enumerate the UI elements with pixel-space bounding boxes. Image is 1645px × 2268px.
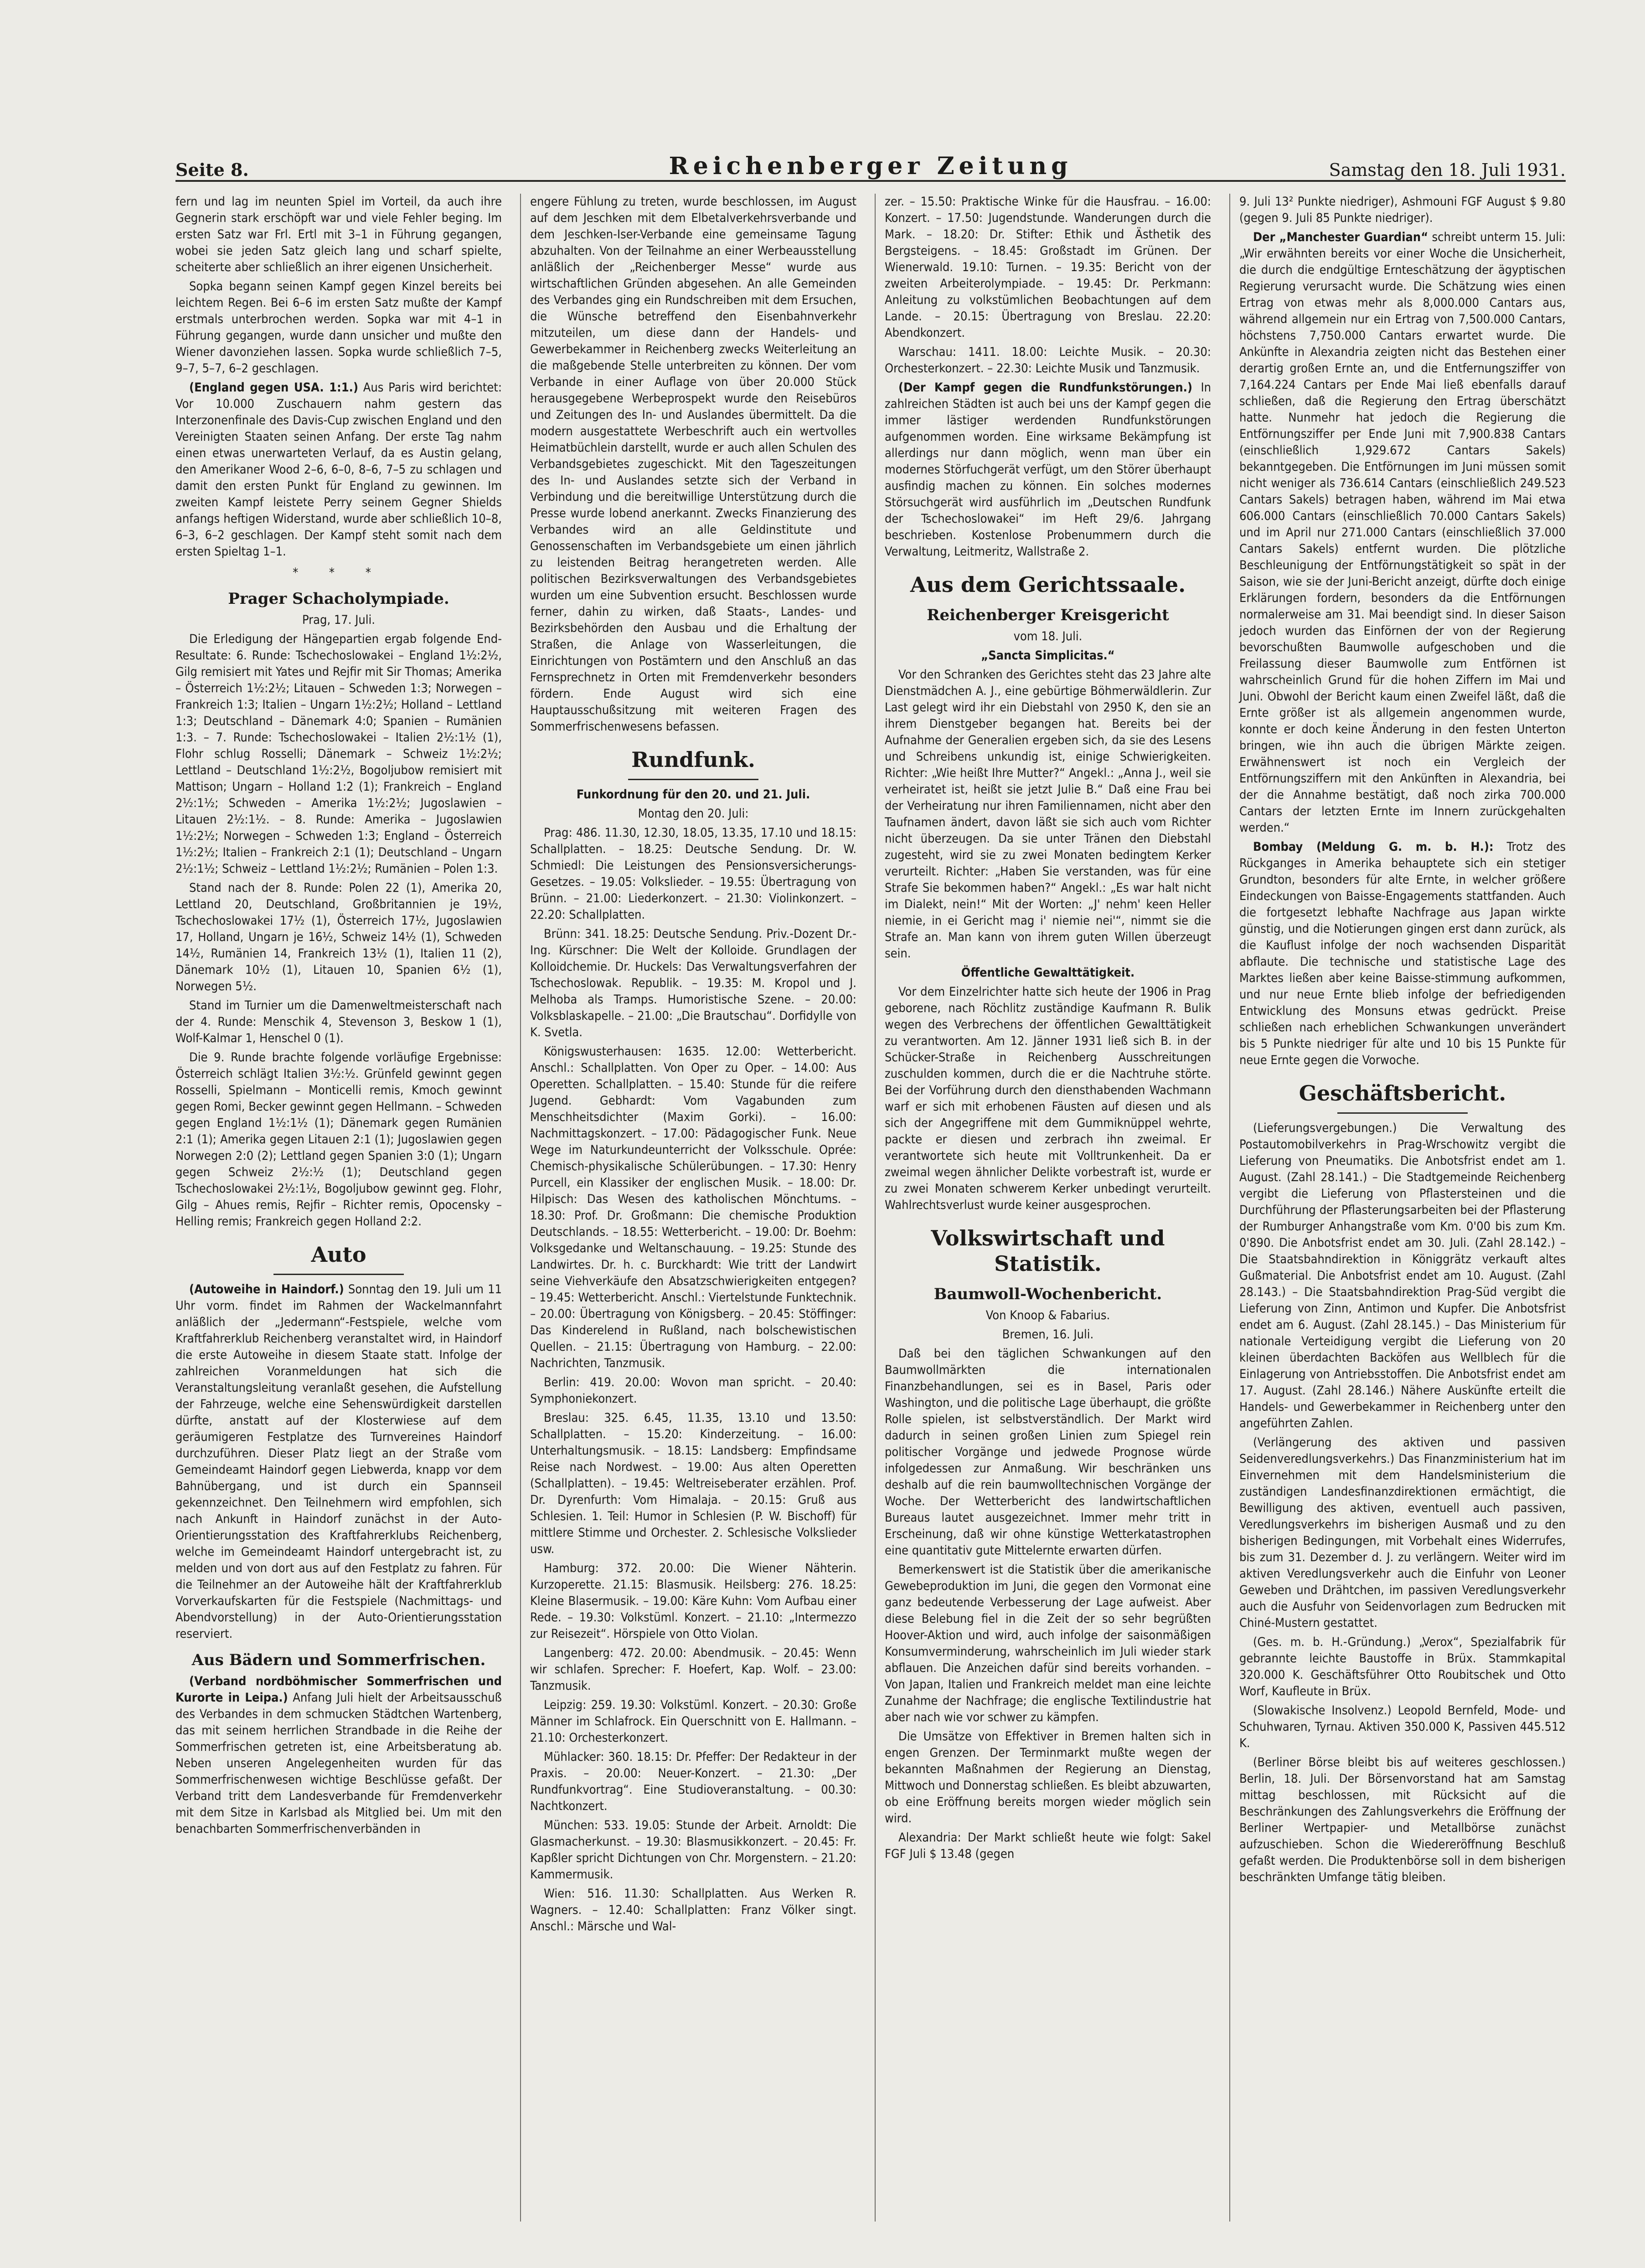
tennis-paragraph: Sopka begann seinen Kampf gegen Kinzel bereits bei leichtem Regen. Bei 6–6 im ersten Satz mußte der Kampf erstmals unterbrochen werden. Sopka war mit 4–1 in Führung gegangen, wurde dann unsicher und mußte den Wiener davonziehen lassen. Sopka wurde schließlich 7–5, 9–7, 5–7, 6–2 geschlagen. — [175, 279, 502, 375]
column-3 — [875, 194, 1211, 2222]
case-title: Öffentliche Gewalttätigkeit. — [961, 966, 1135, 980]
page-header — [175, 153, 1566, 182]
business-paragraph: (Verlängerung des aktiven und passiven Seidenveredlungsverkehrs.) Das Finanzministerium hat im Einvernehmen mit dem Handelsministerium die zuständigen Landesfinanzdirektionen ermächtigt, die Bewilligung des aktiven, eventuell auch passiven, Veredlungsverkehrs im bisherigen Ausmaß und zu den bisherigen Bedingungen, mit Vorbehalt eines Widerrufes, bis zum 31. Dezember d. J. zu verlängern. Weiter wird im aktiven Veredlungsverkehr auch die Einfuhr von Leoner Geweben und Drähtchen, im passiven Veredlungsverkehr auch die Ausfuhr von Seidenvorlagen zum Bedrucken mit Chiné-Mustern gestattet. — [1239, 1435, 1566, 1630]
market-paragraph: Daß bei den täglichen Schwankungen auf den Baumwollmärkten die internationalen Finanzbehandlungen, sei es in Basel, Paris oder Washington, und die politische Lage überhaupt, die größte Rolle spielen, ist selbstverständlich. Der Markt wird dadurch in seinen großen Linien zum Spiegel rein politischer Vorgänge und jedwede Prognose würde infolgedessen zur Anmaßung. Wir beschränken uns deshalb auf die rein baumwolltechnischen Vorgänge der Woche. Der Wetterbericht des landwirtschaftlichen Bureaus lautet ausgezeichnet. Immer mehr tritt in Erscheinung, daß wir ohne künstige Wetterkatastrophen eine quantitativ gute Mittelernte erwarten dürfen. — [885, 1347, 1211, 1558]
program-entry: Leipzig: 259. 19.30: Volkstüml. Konzert. – 20.30: Große Männer im Schlafrock. Ein Querschnitt von E. Hallmann. – 21.10: Orchesterkonzert. — [530, 1698, 856, 1745]
program-entry: Brünn: 341. 18.25: Deutsche Sendung. Priv.-Dozent Dr.-Ing. Kürschner: Die Welt der Kolloide. Grundlagen der Kolloidchemie. Dr. Huckels: Das Verwaltungsverfahren der Tschechoslowak. Republik. – 19.35: M. Kropol und J. Melhoba als Tramps. Humoristische Szene. – 20.00: Volksblaskapelle. – 21.00: „Die Brautschau“. Dorfidylle von K. Svetla. — [530, 927, 856, 1039]
program-entry: München: 533. 19.05: Stunde der Arbeit. Arnoldt: Die Glasmacherkunst. – 19.30: Blasmusikkonzert. – 20.45: Fr. Kapßler spricht Dichtungen von Chr. Morgenstern. – 21.20: Kammermusik. — [530, 1818, 856, 1882]
program-entry: zer. – 15.50: Praktische Winke für die Hausfrau. – 16.00: Konzert. – 17.50: Jugendstunde. Wanderungen durch die Mark. – 18.20: Dr. Stifter: Ethik und Ästhetik des Bergsteigens. – 18.45: Großstadt im Grünen. Der Wienerwald. 19.10: Turnen. – 19.35: Bericht von der zweiten Arbeiterolympiade. – 19.45: Dr. Perkmann: Anleitung zu volkstümlichen Beobachtungen auf dem Lande. – 20.15: Übertragung von Breslau. 22.20: Abendkonzert. — [885, 195, 1211, 340]
paragraph-lead: (Verband nordböhmischer Sommerfrischen und Kurorte in Leipa.) — [175, 1674, 502, 1705]
chess-paragraph: Die Erledigung der Hängepartien ergab folgende End-Resultate: 6. Runde: Tschechoslowakei – England 1½:2½, Gilg remisiert mit Yates und Rejfir mit Sir Thomas; Amerika – Österreich 1½:2½; Litauen – Schweden 1:3; Norwegen – Frankreich 1:3; Italien – Ungarn 1½:2½; Holland – Lettland 1:3; Deutschland – Dänemark 4:0; Spanien – Rumänien 1:3. – 7. Runde: Tschechoslowakei – Italien 2½:1½ (1), Flohr schlug Rosselli; Dänemark – Schweiz 1½:2½; Lettland – Deutschland 1½:2½, Bogoljubow remisiert mit Mattison; Ungarn – Holland 1:2 (1); Frankreich – England 2½:1½; Schweden – Amerika 1½:2½; Jugoslawien – Litauen 2½:1½. – 8. Runde: Amerika – Jugoslawien 1½:2½; Norwegen – Schweden 1:3; England – Österreich 1½:2½; Italien – Frankreich 2:1 (1); Deutschland – Ungarn 2½:1½; Schweiz – Lettland 1½:2½; Rumänien – Polen 1:3. — [175, 632, 502, 876]
column-4 — [1229, 194, 1566, 2222]
dateline: Prag, 17. Juli. — [302, 613, 375, 627]
gericht-heading: Aus dem Gerichtssaale. — [910, 572, 1186, 597]
kreisgericht-heading: Reichenberger Kreisgericht — [927, 606, 1169, 624]
byline: Von Knoop & Fabarius. — [985, 1308, 1110, 1322]
business-paragraph: (Berliner Börse bleibt bis auf weiteres geschlossen.) Berlin, 18. Juli. Der Börsenvorstand hat am Samstag mittag beschlossen, mit Rücksicht auf die Beschränkungen des Zahlungsverkehrs die Eröffnung der Berliner Wertpapier- und Metallbörse zunächst aufzuschieben. Schon die Wiedereröffnung Beschluß gefaßt werden. Die Produktenbörse soll in dem bisherigen beschränkten Umfange tätig bleiben. — [1239, 1755, 1566, 1884]
court-paragraph: Vor den Schranken des Gerichtes steht das 23 Jahre alte Dienstmädchen A. J., eine gebürtige Böhmerwäldlerin. Zur Last gelegt wird ihr ein Diebstahl von 2950 K, den sie an ihrem Dienstgeber begangen hat. Bereits bei der Aufnahme der Generalien ergeben sich, da sie des Lesens und Schreibens unkundig ist, einige Schwierigkeiten. Richter: „Wie heißt Ihre Mutter?“ Angekl.: „Anna J., weil sie verheiratet ist, heißt sie jetzt Julie B.“ Daß eine Frau bei der Verheiratung nur ihren Familiennamen, nicht aber den Taufnamen ändert, davon läßt sie sich auch vom Richter nicht überzeugen. Da sie unter Tränen den Diebstahl zugesteht, wird sie zu zwei Monaten bedingtem Kerker verurteilt. Richter: „Haben Sie verstanden, was für eine Strafe Sie bekommen haben?“ Angekl.: „Es war halt nicht im Dialekt, nein!“ Mit der Worten: „J' nehm' keen Heller niemie, in ei Gericht mag i' niemie nei'“, nimmt sie die Strafe an. Man kann von ihrem guten Willen überzeugt sein. — [885, 668, 1211, 961]
program-entry: Berlin: 419. 20.00: Wovon man spricht. – 20.40: Symphoniekonzert. — [530, 1375, 856, 1406]
page-number: Seite 8. — [175, 159, 249, 180]
rundfunk-subheading: Funkordnung für den 20. und 21. Juli. — [576, 787, 810, 802]
program-entry: Langenberg: 472. 20.00: Abendmusik. – 20.45: Wenn wir schlafen. Sprecher: F. Hoefert, Kap. Wolf. – 23.00: Tanzmusik. — [530, 1646, 856, 1693]
davis-cup-paragraph: (England gegen USA. 1:1.) Aus Paris wird berichtet: Vor 10.000 Zuschauern nahm gestern das Interzonenfinale des Davis-Cup zwischen England und den Vereinigten Staaten seinen Anfang. Der erste Tag nahm einen etwas unerwarteten Verlauf, da es Austin gelang, den Amerikaner Wood 2–6, 6–0, 8–6, 7–5 zu schlagen und damit den ersten Punkt für England zu gewinnen. Im zweiten Kampf leistete Perry seinem Gegner Shields anfangs heftigen Widerstand, wurde aber schließlich 10–8, 6–3, 6–2 geschlagen. Der Kampf steht somit nach dem ersten Spieltag 1–1. — [175, 381, 502, 559]
program-entry: Königswusterhausen: 1635. 12.00: Wetterbericht. Anschl.: Schallplatten. Von Oper zu Oper. – 14.00: Aus Operetten. Schallplatten. – 15.40: Stunde für die reifere Jugend. Gebhardt: Vom Vagabunden zum Menschheitsdichter (Maxim Gorki). – 16.00: Nachmittagskonzert. – 17.00: Pädagogischer Funk. Neue Wege im Naturkundeunterricht der Volksschule. Oprée: Chemisch-physikalische Schülerübungen. – 17.30: Henry Purcell, ein Klassiker der englischen Musik. – 18.00: Dr. Hilpisch: Das Wesen des katholischen Mönchtums. – 18.30: Prof. Dr. Großmann: Die chemische Produktion Deutschlands. – 18.55: Wetterbericht. – 19.00: Dr. Boehm: Volksgedanke und Weltanschauung. – 19.25: Stunde des Landwirtes. Dr. h. c. Burckhardt: Wie tritt der Landwirt seine Viehverkäufe den Absatzschwierigkeiten entgegen? – 19.45: Wetterbericht. Anschl.: Viertelstunde Funktechnik. – 20.00: Übertragung von Königsberg. – 20.45: Stöffinger: Das Kinderelend in Rußland, nach bolschewistischen Quellen. – 21.15: Übertragung von Hamburg. – 22.00: Nachrichten, Tanzmusik. — [530, 1044, 856, 1370]
program-entry: Mühlacker: 360. 18.15: Dr. Pfeffer: Der Redakteur in der Praxis. – 20.00: Neuer-Konzert. – 21.30: „Der Rundfunkvortrag“. Eine Studioveranstaltung. – 00.30: Nachtkonzert. — [530, 1750, 856, 1813]
paragraph-lead: (Der Kampf gegen die Rundfunkstörungen.) — [898, 381, 1192, 395]
rundfunk-heading: Rundfunk. — [631, 747, 755, 772]
business-paragraph: (Ges. m. b. H.-Gründung.) „Verox“, Spezialfabrik für gebrannte leichte Baustoffe in Brüx. Stammkapital 320.000 K. Geschäftsführer Otto Roubitschek und Otto Worf, Kaufleute in Brüx. — [1239, 1635, 1566, 1698]
program-entry: Wien: 516. 11.30: Schallplatten. Aus Werken R. Wagners. – 12.40: Schallplatten: Franz Völker singt. Anschl.: Märsche und Wal- — [530, 1887, 856, 1934]
baeder-paragraph: (Verband nordböhmischer Sommerfrischen und Kurorte in Leipa.) Anfang Juli hielt der Arbeitsausschuß des Verbandes in dem schmucken Städtchen Wartenberg, das mit seinem herrlichen Strandbade in die Reihe der Sommerfrischen getreten ist, eine Arbeitsberatung ab. Neben unseren Angelegenheiten wurden für das Sommerfrischenwesen wichtige Beschlüsse gefaßt. Der Verband tritt dem Landesverbande für Fremdenverkehr mit dem Sitze in Karlsbad als Mitglied bei. Um mit den benachbarten Sommerfrischenverbänden in — [175, 1674, 502, 1836]
program-entry: Prag: 486. 11.30, 12.30, 18.05, 13.35, 17.10 und 18.15: Schallplatten. – 18.25: Deutsche Sendung. Dr. W. Schmiedl: Die Leistungen des Pensionsversicherungs-Gesetzes. – 19.05: Volkslieder. – 19.55: Übertragung von Brünn. – 21.00: Liederkonzert. – 21.30: Violinkonzert. – 22.20: Schallplatten. — [530, 826, 856, 922]
baumwoll-heading: Baumwoll-Wochenbericht. — [933, 1285, 1162, 1303]
chess-paragraph: Die 9. Runde brachte folgende vorläufige Ergebnisse: Österreich schlägt Italien 3½:½. Grünfeld gewinnt gegen Rosselli, Spielmann – Monticelli remis, Kmoch gewinnt gegen Romi, Becker gewinnt gegen Hellmann. – Schweden gegen England 1½:1½ (1); Dänemark gegen Rumänien 2:1 (1); Amerika gegen Litauen 2:1 (1); Jugoslawien gegen Norwegen 2:0 (2); Lettland gegen Spanien 3:0 (1); Ungarn gegen Schweiz 2½:½ (1); Deutschland gegen Tschechoslowakei 2½:1½, Bogoljubow gewinnt geg. Flohr, Gilg – Ahues remis, Rejfir – Richter remis, Opocensky – Helling remis; Frankreich gegen Holland 2:2. — [175, 1050, 502, 1229]
chess-paragraph: Stand im Turnier um die Damenweltmeisterschaft nach der 4. Runde: Menschik 4, Stevenson 3, Beskow 1 (1), Wolf-Kalmar 1, Henschel 0 (1). — [175, 998, 502, 1045]
case-title: „Sancta Simplicitas.“ — [981, 648, 1115, 663]
dateline: Bremen, 16. Juli. — [1002, 1327, 1094, 1342]
baeder-heading: Aus Bädern und Sommerfrischen. — [191, 1651, 486, 1669]
columns — [175, 194, 1566, 2222]
issue-date: Samstag den 18. Juli 1931. — [1329, 160, 1566, 180]
paragraph-lead: Bombay (Meldung G. m. b. H.): — [1253, 840, 1494, 854]
market-paragraph: Alexandria: Der Markt schließt heute wie folgt: Sakel FGF Juli $ 13.48 (gegen — [885, 1831, 1211, 1861]
section-separator: * * * — [293, 566, 385, 580]
market-paragraph: Der „Manchester Guardian“ schreibt unterm 15. Juli: „Wir erwähnten bereits vor einer Woche die Unsicherheit, die durch die endgültige Ernteschätzung der ägyptischen Regierung verursacht wurde. Die Schätzung wies einen Ertrag von etwas mehr als 8,000.000 Cantars aus, während allgemein nur ein Ertrag von 7,500.000 Cantars, höchstens 7,750.000 Cantars erwartet wurde. Die Ankünfte in Alexandria zeigten nicht das Bestehen einer derartig großen Ernte an, und die Entfernungsziffer von 7,164.224 Cantars per Ende Mai ließ ebenfalls darauf schließen, daß die Regierung den Ertrag überschätzt hatte. Nunmehr hat jedoch die Regierung die Entförnungsziffer per Ende Juni mit 7,900.838 Cantars (einschließlich 1,929.672 Cantars Sakels) bekanntgegeben. Die Entförnungen im Juni müssen somit nicht weniger als 736.614 Cantars (einschließlich 249.523 Cantars Sakels) betragen haben, während im Mai etwa 606.000 Cantars (einschließlich 70.000 Cantars Sakels) und im April nur 271.000 Cantars (einschließlich 37.000 Cantars Sakels) entfernt wurden. Die plötzliche Beschleunigung der Entförnungstätigkeit so spät in der Saison, wie sie der Juni-Bericht anzeigt, dürfte doch einige Erklärungen fordern, besonders da die Entförnungen normalerweise am 31. Mai beendigt sind. In dieser Saison jedoch wurden das Einförnen der von der Regierung bevorschußten Baumwolle aufgeschoben und die Freilassung dieser Baumwolle zum Entförnen ist wahrscheinlich Grund für die hohen Ziffern im Mai und Juni. Obwohl der Bericht kaum einen Zweifel läßt, daß die Ernte größer ist als allgemein angenommen wurde, konnte er doch keine Änderung in den festen Unterton bringen, wie ihn auch die übrigen Märkte zeigen. Erwähnenswert ist noch ein Vergleich der Entförnungsziffern mit den Ankünften in Alexandria, bei der die Annahme bestätigt, daß noch zirka 700.000 Cantars der letzten Ernte im Innern zurückgehalten werden.“ — [1239, 230, 1566, 835]
rundfunk-day: Montag den 20. Juli: — [638, 807, 749, 821]
paragraph-lead: Der „Manchester Guardian“ — [1253, 230, 1428, 244]
business-paragraph: (Lieferungsvergebungen.) Die Verwaltung des Postautomobilverkehrs in Prag-Wrschowitz vergibt die Lieferung von Pneumatiks. Die Anbotsfrist endet am 1. August. (Zahl 28.141.) – Die Stadtgemeinde Reichenberg vergibt die Lieferung von Pflastersteinen und die Durchführung der Pflasterungsarbeiten bei der Pflasterung der Rumburger Anhangstraße vom Km. 0'00 bis zum Km. 0'890. Die Anbotsfrist endet am 30. Juli. (Zahl 28.142.) – Die Staatsbahndirektion in Königgrätz verkauft altes Gußmaterial. Die Anbotsfrist endet am 10. August. (Zahl 28.143.) – Die Staatsbahndirektion Prag-Süd vergibt die Lieferung von Zinn, Antimon und Kupfer. Die Anbotsfrist endet am 6. August. (Zahl 28.145.) – Das Ministerium für nationale Verteidigung vergibt die Lieferung von 20 kleinen überdachten Backöfen aus Wellblech für die Einlagerung von Antriebsstoffen. Die Anbotsfrist endet am 17. August. (Zahl 28.146.) Nähere Auskünfte erteilt die Handels- und Gewerbekammer in Reichenberg unter den angeführten Zahlen. — [1239, 1121, 1566, 1430]
program-entry: Hamburg: 372. 20.00: Die Wiener Nähterin. Kurzoperette. 21.15: Blasmusik. Heilsberg: 276. 18.25: Kleine Blasermusik. – 19.00: Käre Kuhn: Vom Aufbau einer Rede. – 19.30: Volkstüml. Konzert. – 21.10: „Intermezzo zur Reisezeit“. Hörspiele von Otto Violan. — [530, 1561, 856, 1641]
chess-paragraph: Stand nach der 8. Runde: Polen 22 (1), Amerika 20, Lettland 20, Deutschland, Großbritannien je 19½, Tschechoslowakei 17½ (1), Österreich 17½, Jugoslawien 17, Holland, Ungarn je 16½, Schweiz 14½ (1), Schweden 14½, Rumänien 14, Frankreich 13½ (1), Italien 11 (2), Dänemark 10½ (1), Litauen 10, Spanien 6½ (1), Norwegen 5½. — [175, 881, 502, 993]
chess-heading: Prager Schacholympiade. — [228, 590, 449, 608]
business-paragraph: (Slowakische Insolvenz.) Leopold Bernfeld, Mode- und Schuhwaren, Tyrnau. Aktiven 350.000 K, Passiven 445.512 K. — [1239, 1703, 1566, 1750]
market-paragraph: Bemerkenswert ist die Statistik über die amerikanische Gewebeproduktion im Juni, die gegen den Vormonat eine ganz bedeutende Verbesserung der Lage aufweist. Aber diese Belebung fiel in die Zeit der so sehr begrüßten Hoover-Aktion und wird, auch infolge der saisonmäßigen Konsumverminderung, wahrscheinlich im Juli wieder stark abflauen. Die Anzeichen dafür sind bereits vorhanden. – Von Japan, Italien und Frankreich meldet man eine leichte Zunahme der Nachfrage; die englische Textilindustrie hat aber nach wie vor schwer zu kämpfen. — [885, 1563, 1211, 1724]
market-paragraph: Bombay (Meldung G. m. b. H.): Trotz des Rückganges in Amerika behauptete sich ein stetiger Grundton, besonders für alte Ernte, in welcher größere Eindeckungen von Baisse-Engagements stattfanden. Auch die fortgesetzt lebhafte Nachfrage aus Japan wirkte günstig, und die Notierungen gingen erst dann zurück, als die Kauflust infolge der noch wachsenden Disparität abflaute. Die technische und statistische Lage des Marktes ließen aber keine Baisse-stimmung aufkommen, und nur neue Ernte blieb infolge der befriedigenden Entwicklung des Monsuns etwas gedrückt. Preise schließen nach erheblichen Schwankungen unverändert bis 5 Punkte niedriger für alte und 10 bis 15 Punkte für neue Ernte gegen die Vorwoche. — [1239, 840, 1566, 1067]
court-paragraph: Vor dem Einzelrichter hatte sich heute der 1906 in Prag geborene, nach Röchlitz zuständige Kaufmann R. Bulik wegen des Verbrechens der öffentlichen Gewalttätigkeit zu verantworten. Am 12. Jänner 1931 ließ sich B. in der Schücker-Straße in Reichenberg Ausschreitungen zuschulden kommen, durch die er die Nachtruhe störte. Bei der Vorführung durch den diensthabenden Wachmann warf er sich mit erhobenen Fäusten auf diesen und als sich der Angegriffene mit dem Gummiknüppel wehrte, packte er diesen und zerbrach ihn zweimal. Er verantwortete sich heute mit Volltrunkenheit. Da er zweimal wegen ähnlicher Delikte vorbestraft ist, wurde er zu zwei Monaten schwerem Kerker unbedingt verurteilt. Wahlrechtsverlust wurde keiner ausgesprochen. — [885, 985, 1211, 1212]
auto-heading: Auto — [311, 1242, 366, 1267]
masthead-title: Reichenberger Zeitung — [669, 152, 1073, 180]
paragraph-lead: (Autoweihe in Haindorf.) — [189, 1282, 344, 1296]
program-entry: Breslau: 325. 6.45, 11.35, 13.10 und 13.50: Schallplatten. – 15.20: Kinderzeitung. – 16.00: Unterhaltungsmusik. – 18.15: Landsberg: Empfindsame Reise nach Nordwest. – 19.00: Aus alten Operetten (Schallplatten). – 19.45: Weltreiseberater erzählen. Prof. Dr. Dyrenfurth: Vom Himalaja. – 20.15: Gruß aus Schlesien. 1. Teil: Humor in Schlesien (P. W. Bischoff) für mittlere Stimme und Orchester. 2. Schlesische Volkslieder usw. — [530, 1411, 856, 1556]
geschaeftsbericht-heading: Geschäftsbericht. — [1299, 1081, 1506, 1106]
rundfunk-stoerungen-paragraph: (Der Kampf gegen die Rundfunkstörungen.) In zahlreichen Städten ist auch bei uns der Kampf gegen die immer lästiger werdenden Rundfunkstörungen aufgenommen worden. Eine wirksame Bekämpfung ist allerdings nur dann möglich, wenn man über ein modernes Störfuchgerät verfügt, um den Störer überhaupt ausfindig machen zu können. Ein solches modernes Störsuchgerät wird ausführlich im „Deutschen Rundfunk der Tschechoslowakei“ im Heft 29/6. Jahrgang beschrieben. Kostenlose Probenummern durch die Verwaltung, Leitmeritz, Wallstraße 2. — [885, 381, 1211, 559]
paragraph-lead: (England gegen USA. 1:1.) — [189, 381, 358, 395]
auto-paragraph: (Autoweihe in Haindorf.) Sonntag den 19. Juli um 11 Uhr vorm. findet im Rahmen der Wackelmannfahrt anläßlich der „Jedermann“-Festspiele, welche vom Kraftfahrerklub Reichenberg veranstaltet wird, in Haindorf die erste Autoweihe in diesem Staate statt. Infolge der zahlreichen Voranmeldungen hat sich die Veranstaltungsleitung veranlaßt gesehen, die Aufstellung der Fahrzeuge, welche eine Sehenswürdigkeit darstellen dürfte, anstatt auf der Klosterwiese auf dem geräumigeren Festplatze des Turnvereines Haindorf durchzuführen. Dieser Platz liegt an der Straße vom Gemeindeamt Haindorf gegen Liebwerda, knapp vor dem Bahnübergang, und ist durch ein Spannseil gekennzeichnet. Den Teilnehmern wird empfohlen, sich nach Ankunft in Haindorf zunächst in der Auto-Orientierungsstation des Kraftfahrerklubs Reichenberg, welche im Gemeindeamt Haindorf untergebracht ist, zu melden und von dort aus auf den Festplatz zu fahren. Für die Teilnehmer an der Autoweihe hält der Kraftfahrerklub Vorverkaufskarten für die Festspiele (Nachmittags- und Abendvorstellung) in der Auto-Orientierungsstation reserviert. — [175, 1282, 502, 1641]
heading-rule — [1337, 1112, 1468, 1114]
market-paragraph: Die Umsätze von Effektiver in Bremen halten sich in engen Grenzen. Der Terminmarkt mußte wegen der bekannten Maßnahmen der Regierung an Dienstag, Mittwoch und Donnerstag schließen. Es bleibt abzuwarten, ob eine Eröffnung bereits morgen wieder möglich sein wird. — [885, 1729, 1211, 1826]
volkswirtschaft-heading: Volkswirtschaft und Statistik. — [931, 1226, 1165, 1276]
tennis-paragraph: fern und lag im neunten Spiel im Vorteil, da auch ihre Gegnerin stark erschöpft war und viele Fehler beging. Im ersten Satz war Frl. Ertl mit 3–1 in Führung gegangen, wobei sie jeden Satz gleich lang und scharf spielte, scheiterte aber schließlich an ihrer eigenen Unsicherheit. — [175, 195, 502, 274]
column-1 — [175, 194, 502, 2222]
heading-rule — [628, 779, 758, 780]
market-paragraph: 9. Juli 13² Punkte niedriger), Ashmouni FGF August $ 9.80 (gegen 9. Juli 85 Punkte niedriger). — [1239, 195, 1566, 225]
verband-paragraph: engere Fühlung zu treten, wurde beschlossen, im August auf dem Jeschken mit dem Elbetalverkehrsverbande und dem Jeschken-Iser-Verbande eine gemeinsame Tagung abzuhalten. Von der Teilnahme an einer Werbeausstellung anläßlich der „Reichenberger Messe“ wurde aus wirtschaftlichen Gründen abgesehen. An alle Gemeinden des Verbandes ging ein Rundschreiben mit dem Ersuchen, die Wünsche betreffend den Eisenbahnverkehr mitzuteilen, um diese dann der Handels- und Gewerbekammer in Reichenberg zwecks Weiterleitung an die maßgebende Stelle unterbreiten zu können. Der vom Verbande in einer Auflage von über 20.000 Stück herausgegebene Werbeprospekt wurde den Reisebüros und Zeitungen des In- und Auslandes übermittelt. Da die modern ausgestattete Werbeschrift auch ein wertvolles Heimatbüchlein darstellt, wurde er auch allen Schulen des Verbandsgebietes zugeschickt. Mit den Tageszeitungen des In- und Auslandes setzte sich der Verband in Verbindung und die bereitwillige Unterstützung durch die Presse wurde lobend anerkannt. Zwecks Finanzierung des Verbandes wird an alle Geldinstitute und Genossenschaften im Verbandsgebiete um einen jährlich zu leistenden Beitrag herangetreten werden. Alle politischen Bezirksverwaltungen des Verbandsgebietes wurden um eine Subvention ersucht. Beschlossen wurde ferner, dahin zu wirken, daß Staats-, Landes- und Bezirksbehörden den Ausbau und die Erhaltung der Straßen, die Anlage von Wasserleitungen, die Einrichtungen von Postämtern und den Anschluß an das Fernsprechnetz in Orten mit Fremdenverkehr besonders fördern. Ende August wird sich eine Hauptausschußsitzung mit weiteren Fragen des Sommerfrischenwesens befassen. — [530, 195, 856, 734]
heading-rule — [273, 1274, 404, 1275]
dateline: vom 18. Juli. — [1013, 629, 1083, 643]
program-entry: Warschau: 1411. 18.00: Leichte Musik. – 20.30: Orchesterkonzert. – 22.30: Leichte Musik und Tanzmusik. — [885, 345, 1211, 375]
column-2 — [520, 194, 856, 2222]
